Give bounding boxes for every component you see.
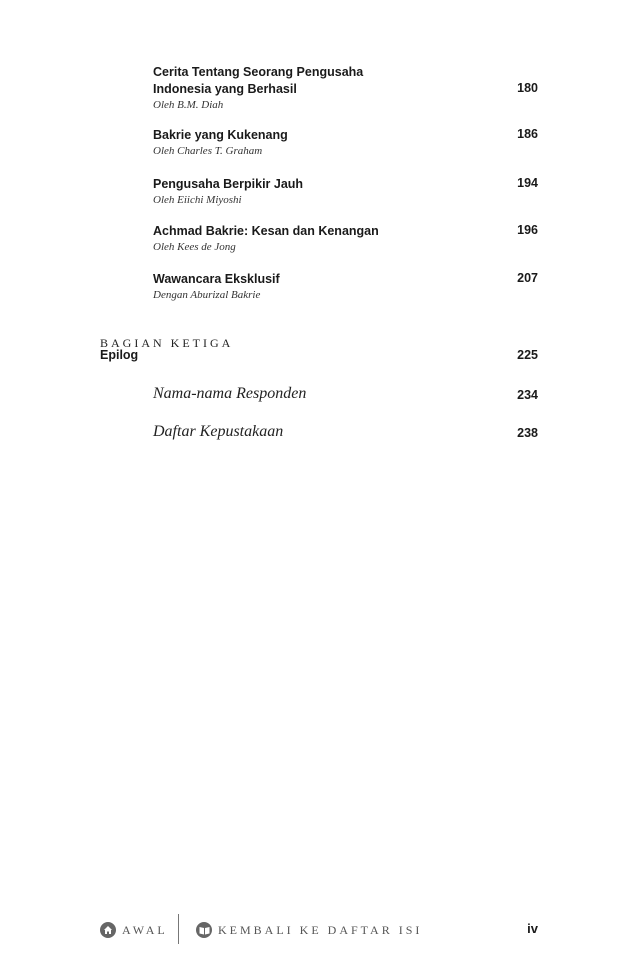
toc-button[interactable] xyxy=(196,918,422,942)
entry-title-line: Pengusaha Berpikir Jauh xyxy=(153,177,304,191)
entry-title-line: Indonesia yang Berhasil xyxy=(153,82,297,96)
footer-nav xyxy=(100,918,538,944)
home-icon xyxy=(100,922,116,938)
entry-author: Oleh Charles T. Graham xyxy=(153,145,263,157)
page-folio: iv xyxy=(527,921,538,936)
entry-title-line: Bakrie yang Kukenang xyxy=(153,128,288,142)
appendix-page-number: 234 xyxy=(517,388,538,402)
entry-page-number: 186 xyxy=(517,127,538,141)
appendix-page-number: 238 xyxy=(517,426,538,440)
entry-author: Oleh Kees de Jong xyxy=(153,241,236,253)
section-page-number: 225 xyxy=(517,348,538,362)
section-label: BAGIAN KETIGA xyxy=(100,336,234,350)
entry-page-number: 194 xyxy=(517,176,538,190)
entry-author: Oleh B.M. Diah xyxy=(153,99,224,111)
footer-divider xyxy=(178,914,179,944)
entry-author: Dengan Aburizal Bakrie xyxy=(153,289,261,301)
toc-entry[interactable] xyxy=(153,271,538,303)
entry-title-line: Achmad Bakrie: Kesan dan Kenangan xyxy=(153,224,379,238)
entry-page-number: 207 xyxy=(517,271,538,285)
appendix-entry[interactable]: Daftar Kepustakaan xyxy=(153,423,284,440)
entry-title-line: Wawancara Eksklusif xyxy=(153,272,280,286)
home-button[interactable] xyxy=(100,918,168,942)
appendix-entry[interactable]: Nama-nama Responden xyxy=(153,385,307,402)
book-icon xyxy=(196,922,212,938)
entry-page-number: 180 xyxy=(517,81,538,95)
toc-label: KEMBALI KE DAFTAR ISI xyxy=(218,922,423,937)
toc-entry[interactable] xyxy=(153,176,538,208)
toc-entry[interactable] xyxy=(153,223,538,255)
entry-page-number: 196 xyxy=(517,223,538,237)
toc-entry[interactable] xyxy=(153,127,538,159)
entry-title-line: Cerita Tentang Seorang Pengusaha xyxy=(153,65,364,79)
home-label: AWAL xyxy=(122,922,168,937)
entry-author: Oleh Eiichi Miyoshi xyxy=(153,194,242,206)
section-title[interactable]: Epilog xyxy=(100,348,139,362)
toc-entry[interactable] xyxy=(153,64,538,113)
